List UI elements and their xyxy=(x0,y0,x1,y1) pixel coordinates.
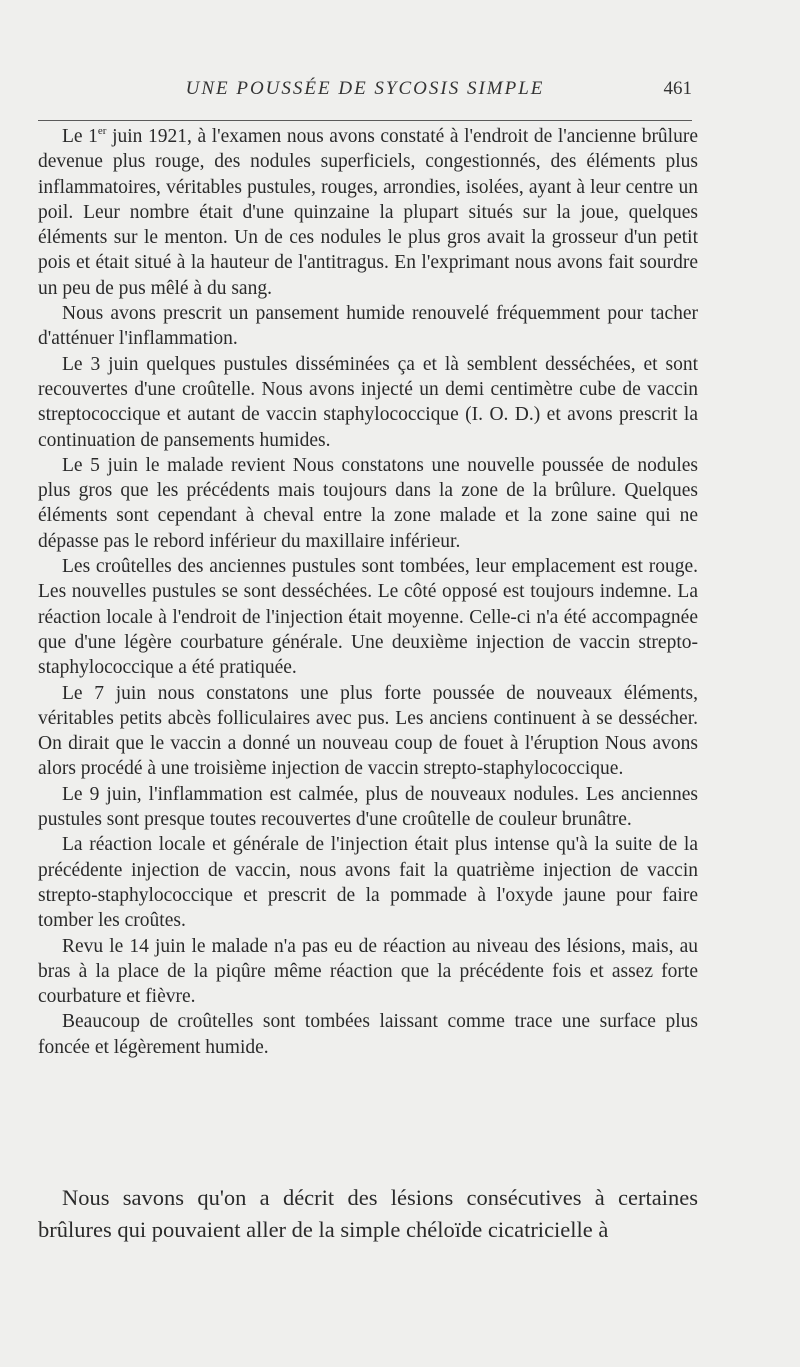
paragraph-10: Beaucoup de croûtelles sont tombées laissant comme trace une surface plus foncée et légèrement humide. xyxy=(38,1011,698,1058)
paragraph-1-start: Le 1 xyxy=(62,126,98,147)
ordinal-superscript: er xyxy=(97,125,107,137)
paragraph-7: Le 9 juin, l'inflammation est calmée, plus de nouveaux nodules. Les anciennes pustules sont presque toutes recouvertes d'une croûtelle de couleur brunâtre. xyxy=(38,783,698,831)
body-text xyxy=(38,124,698,1060)
paragraph-3: Le 3 juin quelques pustules disséminées ça et là semblent desséchées, et sont recouvertes d'une croûtelle. Nous avons injecté un demi centimètre cube de vaccin streptococcique et autant de vaccin staphylococcique (I. O. D.) et avons prescrit la continuation de pansements humides. xyxy=(38,353,698,451)
page-header xyxy=(38,78,692,108)
paragraph-4: Le 5 juin le malade revient Nous constatons une nouvelle poussée de nodules plus gros que les précédents mais toujours dans la zone de la brûlure. Quelques éléments sont cependant à cheval entre la zone malade et la zone saine qui ne dépasse pas le rebord inférieur du maxillaire inférieur. xyxy=(38,454,698,552)
paragraph-2: Nous avons prescrit un pansement humide renouvelé fréquemment pour tacher d'atténuer l'inflammation. xyxy=(38,303,698,350)
paragraph-1-rest: juin 1921, à l'examen nous avons constaté à l'endroit de l'ancienne brûlure devenue plus rouge, des nodules superficiels, congestionnés, des éléments plus inflammatoires, véritables pustules, rouges, arrondies, isolées, ayant à leur centre un poil. Leur nombre était d'une quinzaine la plupart situés sur la joue, quelques éléments sur le menton. Un de ces nodules le plus gros avait la grosseur d'un petit pois et était situé à la hauteur de l'antitragus. En l'exprimant nous avons fait sourdre un peu de pus mêlé à du sang. xyxy=(38,126,698,299)
paragraph-8: La réaction locale et générale de l'injection était plus intense qu'à la suite de la précédente injection de vaccin, nous avons fait la quatrième injection de vaccin strepto-staphylococcique et prescrit de la pommade à l'oxyde jaune pour faire tomber les croûtes. xyxy=(38,834,698,932)
header-rule xyxy=(38,120,692,121)
page-number: 461 xyxy=(663,78,692,99)
paragraph-6: Le 7 juin nous constatons une plus forte poussée de nouveaux éléments, véritables petits abcès folliculaires avec pus. Les anciens continuent à se dessécher. On dirait que le vaccin a donné un nouveau coup de fouet à l'éruption Nous avons alors procédé à une troisième injection de vaccin strepto-staphylococcique. xyxy=(38,682,698,780)
paragraph-9: Revu le 14 juin le malade n'a pas eu de réaction au niveau des lésions, mais, au bras à la place de la piqûre même réaction que la précédente fois et assez forte courbature et fièvre. xyxy=(38,935,698,1008)
closing-text xyxy=(38,1182,698,1246)
closing-paragraph: Nous savons qu'on a décrit des lésions consécutives à certaines brûlures qui pouvaient aller de la simple chéloïde cicatricielle à xyxy=(38,1185,698,1242)
paragraph-5: Les croûtelles des anciennes pustules sont tombées, leur emplacement est rouge. Les nouvelles pustules se sont desséchées. Le côté opposé est toujours indemne. La réaction locale à l'endroit de l'injection était moyenne. Celle-ci n'a été accompagnée que d'une légère courbature générale. Une deuxième injection de vaccin strepto-staphylococcique a été pratiquée. xyxy=(38,556,698,679)
paragraph-1 xyxy=(38,124,698,301)
running-title: UNE POUSSÉE DE SYCOSIS SIMPLE xyxy=(185,78,545,99)
